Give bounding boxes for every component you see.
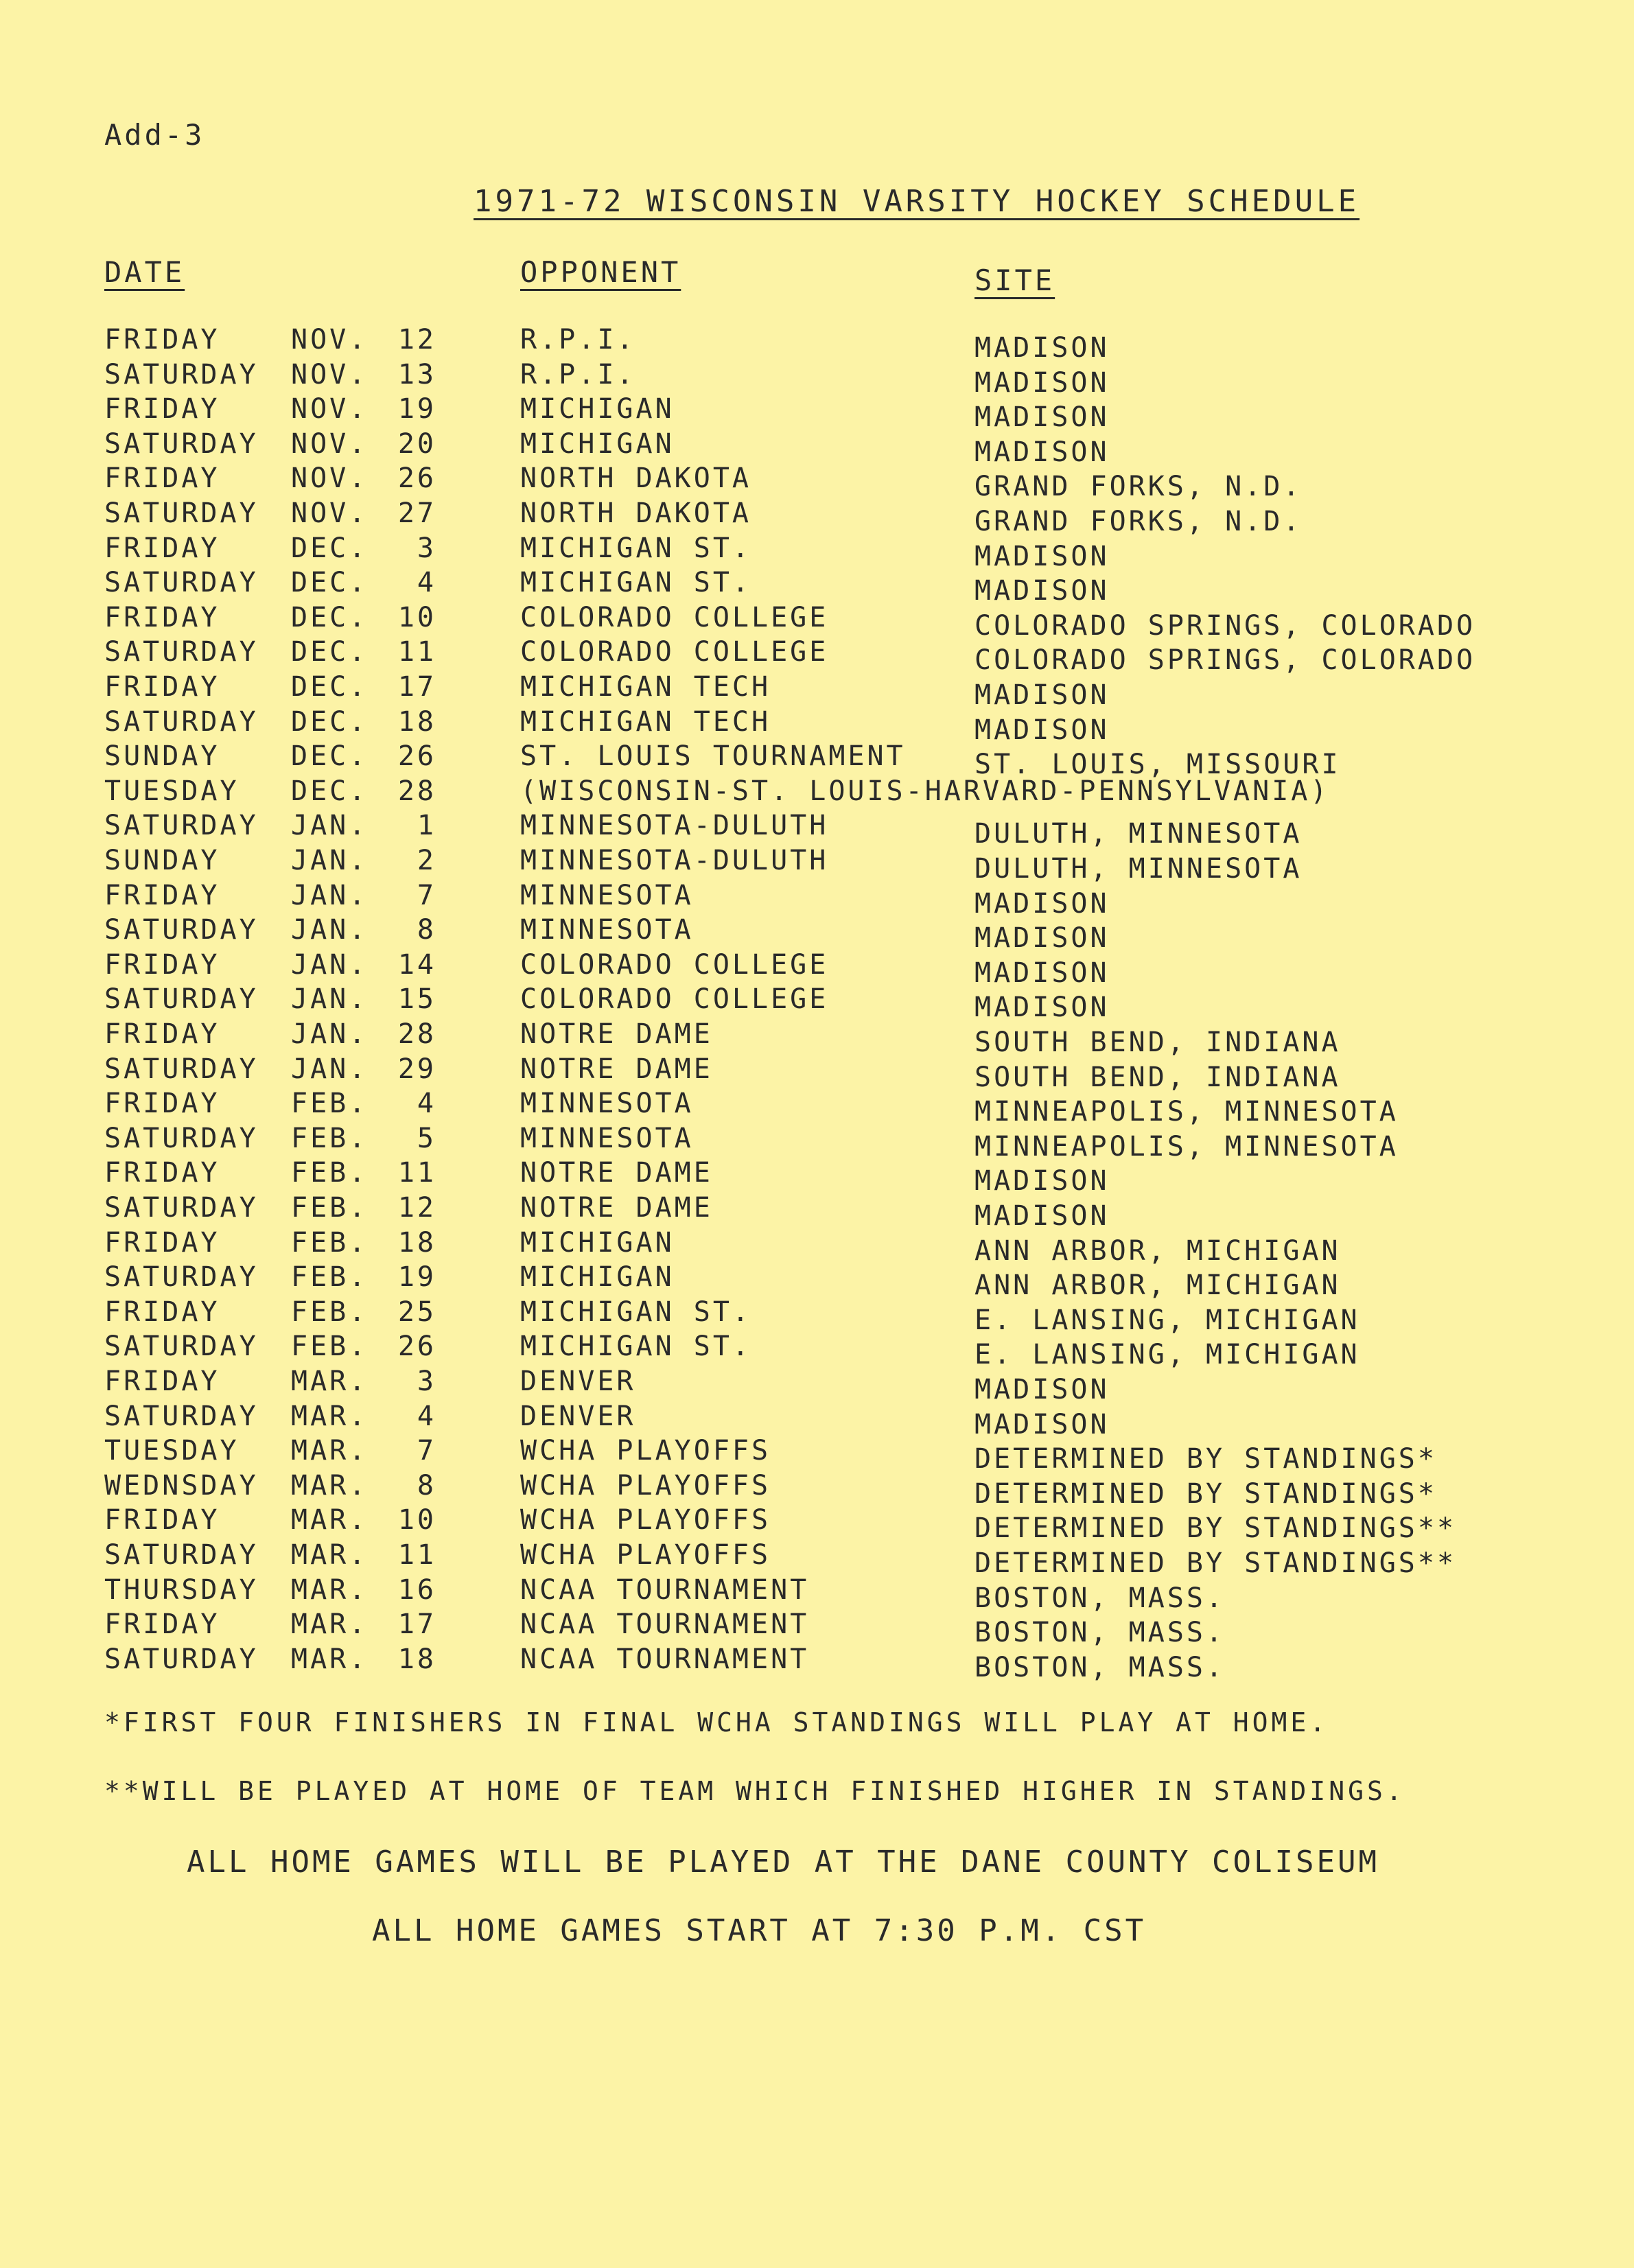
- table-row: [0, 1088, 1634, 1128]
- day-cell: SATURDAY: [104, 498, 259, 529]
- opponent-cell: COLORADO COLLEGE: [520, 636, 829, 668]
- opponent-cell: NCAA TOURNAMENT: [520, 1609, 810, 1641]
- site-cell: ANN ARBOR, MICHIGAN: [974, 1235, 1341, 1267]
- table-row: [0, 1018, 1634, 1058]
- opponent-cell: MICHIGAN: [520, 428, 675, 460]
- day-cell: FRIDAY: [104, 532, 220, 564]
- table-row: [0, 1157, 1634, 1197]
- month-cell: NOV.: [291, 498, 369, 529]
- column-header-site: SITE: [974, 264, 1055, 297]
- table-row: [0, 463, 1634, 503]
- month-cell: NOV.: [291, 324, 369, 355]
- month-cell: FEB.: [291, 1192, 369, 1224]
- day-cell: SATURDAY: [104, 428, 259, 460]
- opponent-cell: NOTRE DAME: [520, 1018, 713, 1050]
- site-cell: GRAND FORKS, N.D.: [974, 471, 1303, 503]
- site-cell: SOUTH BEND, INDIANA: [974, 1027, 1341, 1058]
- day-cell: SATURDAY: [104, 1053, 259, 1085]
- date-cell: 5: [417, 1122, 436, 1154]
- month-cell: DEC.: [291, 671, 369, 703]
- table-row: [0, 358, 1634, 399]
- day-cell: SUNDAY: [104, 845, 220, 876]
- opponent-cell: MICHIGAN: [520, 1261, 675, 1294]
- day-cell: FRIDAY: [104, 393, 220, 425]
- opponent-cell: MICHIGAN: [520, 1226, 675, 1259]
- table-row: [0, 948, 1634, 989]
- month-cell: JAN.: [291, 948, 369, 981]
- site-cell: MADISON: [974, 922, 1110, 955]
- opponent-cell: MICHIGAN ST.: [520, 532, 751, 564]
- table-row: [0, 567, 1634, 607]
- table-row: [0, 636, 1634, 677]
- table-row: [0, 428, 1634, 468]
- opponent-cell: NORTH DAKOTA: [520, 498, 751, 529]
- date-cell: 26: [397, 740, 436, 773]
- site-cell: MADISON: [974, 366, 1110, 399]
- month-cell: MAR.: [291, 1469, 369, 1501]
- site-cell: E. LANSING, MICHIGAN: [974, 1304, 1360, 1336]
- site-cell: E. LANSING, MICHIGAN: [974, 1339, 1360, 1371]
- day-cell: SATURDAY: [104, 705, 259, 738]
- date-cell: 17: [397, 671, 436, 703]
- day-cell: FRIDAY: [104, 324, 220, 355]
- day-cell: SATURDAY: [104, 810, 259, 842]
- table-row: [0, 1400, 1634, 1440]
- date-cell: 20: [397, 428, 436, 460]
- site-cell: MADISON: [974, 332, 1110, 364]
- date-cell: 7: [417, 1435, 436, 1467]
- date-cell: 19: [397, 393, 436, 425]
- page-title: [474, 184, 1359, 219]
- site-cell: DULUTH, MINNESOTA: [974, 853, 1303, 885]
- date-cell: 11: [397, 636, 436, 668]
- month-cell: DEC.: [291, 705, 369, 738]
- day-cell: FRIDAY: [104, 1504, 220, 1536]
- site-cell: MADISON: [974, 1374, 1110, 1405]
- site-cell: BOSTON, MASS.: [974, 1582, 1226, 1614]
- day-cell: FRIDAY: [104, 671, 220, 703]
- date-cell: 4: [417, 567, 436, 599]
- date-cell: 3: [417, 532, 436, 564]
- opponent-cell: MICHIGAN TECH: [520, 671, 771, 703]
- site-cell: DETERMINED BY STANDINGS*: [974, 1477, 1437, 1510]
- table-row: [0, 845, 1634, 885]
- day-cell: SATURDAY: [104, 1643, 259, 1675]
- site-cell: MADISON: [974, 957, 1110, 989]
- date-cell: 14: [397, 948, 436, 981]
- month-cell: FEB.: [291, 1261, 369, 1294]
- opponent-cell: MICHIGAN ST.: [520, 567, 751, 599]
- date-cell: 29: [397, 1053, 436, 1085]
- opponent-cell: MINNESOTA-DULUTH: [520, 810, 829, 842]
- day-cell: FRIDAY: [104, 1226, 220, 1259]
- month-cell: JAN.: [291, 1018, 369, 1050]
- opponent-cell: WCHA PLAYOFFS: [520, 1435, 771, 1467]
- site-cell: DETERMINED BY STANDINGS**: [974, 1512, 1457, 1545]
- site-cell: COLORADO SPRINGS, COLORADO: [974, 644, 1476, 677]
- month-cell: JAN.: [291, 1053, 369, 1085]
- opponent-cell: DENVER: [520, 1400, 636, 1432]
- opponent-cell: MICHIGAN ST.: [520, 1296, 751, 1328]
- day-cell: FRIDAY: [104, 1018, 220, 1050]
- opponent-cell: NCAA TOURNAMENT: [520, 1574, 810, 1606]
- date-cell: 10: [397, 1504, 436, 1536]
- date-cell: 7: [417, 879, 436, 911]
- site-cell: BOSTON, MASS.: [974, 1617, 1226, 1649]
- month-cell: NOV.: [291, 358, 369, 390]
- site-cell: MADISON: [974, 401, 1110, 434]
- day-cell: SATURDAY: [104, 1331, 259, 1363]
- site-cell: COLORADO SPRINGS, COLORADO: [974, 609, 1476, 642]
- table-row: [0, 532, 1634, 572]
- opponent-cell: NOTRE DAME: [520, 1192, 713, 1224]
- day-cell: FRIDAY: [104, 1366, 220, 1397]
- day-cell: FRIDAY: [104, 463, 220, 495]
- date-cell: 16: [397, 1574, 436, 1606]
- site-cell: SOUTH BEND, INDIANA: [974, 1061, 1341, 1093]
- date-cell: 13: [397, 358, 436, 390]
- month-cell: FEB.: [291, 1088, 369, 1120]
- month-cell: NOV.: [291, 463, 369, 495]
- site-cell: MINNEAPOLIS, MINNESOTA: [974, 1096, 1399, 1128]
- opponent-cell: WCHA PLAYOFFS: [520, 1504, 771, 1536]
- opponent-cell: NCAA TOURNAMENT: [520, 1643, 810, 1675]
- month-cell: MAR.: [291, 1539, 369, 1571]
- month-cell: MAR.: [291, 1574, 369, 1606]
- date-cell: 18: [397, 1643, 436, 1675]
- page-title-text: 1971-72 WISCONSIN VARSITY HOCKEY SCHEDULE: [474, 184, 1360, 219]
- opponent-cell: MICHIGAN: [520, 393, 675, 425]
- table-row: [0, 1366, 1634, 1405]
- column-header-opponent: OPPONENT: [520, 255, 681, 289]
- date-cell: 17: [397, 1609, 436, 1641]
- month-cell: MAR.: [291, 1643, 369, 1675]
- table-row: [0, 1643, 1634, 1683]
- date-cell: 8: [417, 1469, 436, 1501]
- day-cell: FRIDAY: [104, 1609, 220, 1641]
- day-cell: SUNDAY: [104, 740, 220, 773]
- date-cell: 19: [397, 1261, 436, 1294]
- opponent-cell: MICHIGAN TECH: [520, 705, 771, 738]
- month-cell: DEC.: [291, 636, 369, 668]
- opponent-cell: DENVER: [520, 1366, 636, 1397]
- site-cell: MADISON: [974, 992, 1110, 1024]
- table-row: [0, 1609, 1634, 1649]
- month-cell: MAR.: [291, 1435, 369, 1467]
- opponent-cell: MINNESOTA: [520, 914, 694, 946]
- opponent-cell: R.P.I.: [520, 324, 636, 355]
- opponent-cell: WCHA PLAYOFFS: [520, 1539, 771, 1571]
- footnote-single-asterisk: *FIRST FOUR FINISHERS IN FINAL WCHA STANDINGS WILL PLAY AT HOME.: [104, 1707, 1329, 1738]
- day-cell: SATURDAY: [104, 983, 259, 1016]
- date-cell: 11: [397, 1157, 436, 1189]
- opponent-cell: COLORADO COLLEGE: [520, 983, 829, 1016]
- date-cell: 2: [417, 845, 436, 876]
- month-cell: DEC.: [291, 601, 369, 633]
- month-cell: NOV.: [291, 428, 369, 460]
- date-cell: 12: [397, 1192, 436, 1224]
- home-games-venue-note: ALL HOME GAMES WILL BE PLAYED AT THE DANE COUNTY COLISEUM: [187, 1845, 1379, 1880]
- table-row: [0, 879, 1634, 920]
- month-cell: DEC.: [291, 567, 369, 599]
- day-cell: SATURDAY: [104, 914, 259, 946]
- month-cell: JAN.: [291, 983, 369, 1016]
- opponent-cell: R.P.I.: [520, 358, 636, 390]
- month-cell: FEB.: [291, 1331, 369, 1363]
- opponent-cell: MICHIGAN ST.: [520, 1331, 751, 1363]
- table-row: [0, 1574, 1634, 1614]
- table-row: [0, 983, 1634, 1024]
- table-row: [0, 1435, 1634, 1475]
- site-cell: MADISON: [974, 887, 1110, 920]
- day-cell: SATURDAY: [104, 567, 259, 599]
- table-row: [0, 601, 1634, 642]
- month-cell: FEB.: [291, 1122, 369, 1154]
- date-cell: 26: [397, 463, 436, 495]
- site-cell: MINNEAPOLIS, MINNESOTA: [974, 1130, 1399, 1162]
- day-cell: SATURDAY: [104, 636, 259, 668]
- table-row: [0, 775, 1634, 810]
- site-cell: ANN ARBOR, MICHIGAN: [974, 1270, 1341, 1302]
- month-cell: JAN.: [291, 845, 369, 876]
- month-cell: JAN.: [291, 810, 369, 842]
- site-cell: MADISON: [974, 1200, 1110, 1232]
- opponent-cell: WCHA PLAYOFFS: [520, 1469, 771, 1501]
- day-cell: SATURDAY: [104, 1122, 259, 1154]
- table-row: [0, 324, 1634, 364]
- table-row: [0, 810, 1634, 850]
- opponent-cell: COLORADO COLLEGE: [520, 601, 829, 633]
- home-games-time-note: ALL HOME GAMES START AT 7:30 P.M. CST: [372, 1913, 1147, 1948]
- day-cell: FRIDAY: [104, 601, 220, 633]
- site-cell: DULUTH, MINNESOTA: [974, 818, 1303, 850]
- date-cell: 26: [397, 1331, 436, 1363]
- site-cell: MADISON: [974, 575, 1110, 607]
- month-cell: FEB.: [291, 1226, 369, 1259]
- site-cell: MADISON: [974, 679, 1110, 711]
- month-cell: FEB.: [291, 1157, 369, 1189]
- site-cell: GRAND FORKS, N.D.: [974, 506, 1303, 537]
- table-row: [0, 1226, 1634, 1267]
- date-cell: 18: [397, 705, 436, 738]
- day-cell: TUESDAY: [104, 1435, 240, 1467]
- table-row: [0, 1192, 1634, 1232]
- opponent-cell: NOTRE DAME: [520, 1053, 713, 1085]
- date-cell: 10: [397, 601, 436, 633]
- month-cell: JAN.: [291, 879, 369, 911]
- table-row: [0, 671, 1634, 711]
- month-cell: DEC.: [291, 740, 369, 773]
- opponent-cell: (WISCONSIN-ST. LOUIS-HARVARD-PENNSYLVANIA): [520, 775, 1330, 807]
- opponent-cell: ST. LOUIS TOURNAMENT: [520, 740, 906, 773]
- date-cell: 27: [397, 498, 436, 529]
- table-row: [0, 1296, 1634, 1336]
- footnote-double-asterisk: **WILL BE PLAYED AT HOME OF TEAM WHICH FINISHED HIGHER IN STANDINGS.: [104, 1776, 1405, 1806]
- month-cell: JAN.: [291, 914, 369, 946]
- day-cell: SATURDAY: [104, 358, 259, 390]
- day-cell: FRIDAY: [104, 879, 220, 911]
- date-cell: 28: [397, 775, 436, 807]
- date-cell: 4: [417, 1400, 436, 1432]
- month-cell: NOV.: [291, 393, 369, 425]
- day-cell: FRIDAY: [104, 1088, 220, 1120]
- site-cell: MADISON: [974, 436, 1110, 468]
- date-cell: 8: [417, 914, 436, 946]
- month-cell: MAR.: [291, 1609, 369, 1641]
- table-row: [0, 393, 1634, 434]
- date-cell: 15: [397, 983, 436, 1016]
- table-row: [0, 1331, 1634, 1371]
- date-cell: 3: [417, 1366, 436, 1397]
- month-cell: MAR.: [291, 1504, 369, 1536]
- opponent-cell: MINNESOTA: [520, 879, 694, 911]
- date-cell: 11: [397, 1539, 436, 1571]
- opponent-cell: COLORADO COLLEGE: [520, 948, 829, 981]
- opponent-cell: MINNESOTA-DULUTH: [520, 845, 829, 876]
- date-cell: 12: [397, 324, 436, 355]
- opponent-cell: MINNESOTA: [520, 1122, 694, 1154]
- day-cell: SATURDAY: [104, 1539, 259, 1571]
- day-cell: THURSDAY: [104, 1574, 259, 1606]
- table-row: [0, 498, 1634, 537]
- column-header-date: DATE: [104, 255, 185, 289]
- site-cell: MADISON: [974, 1165, 1110, 1197]
- day-cell: SATURDAY: [104, 1192, 259, 1224]
- table-row: [0, 1504, 1634, 1545]
- table-row: [0, 1053, 1634, 1093]
- opponent-cell: NOTRE DAME: [520, 1157, 713, 1189]
- site-cell: BOSTON, MASS.: [974, 1651, 1226, 1683]
- table-row: [0, 914, 1634, 955]
- site-cell: MADISON: [974, 1408, 1110, 1440]
- day-cell: SATURDAY: [104, 1261, 259, 1294]
- date-cell: 1: [417, 810, 436, 842]
- day-cell: FRIDAY: [104, 1157, 220, 1189]
- site-cell: DETERMINED BY STANDINGS**: [974, 1547, 1457, 1579]
- table-row: [0, 1261, 1634, 1302]
- month-cell: MAR.: [291, 1400, 369, 1432]
- table-row: [0, 1469, 1634, 1510]
- month-cell: DEC.: [291, 775, 369, 807]
- page-identifier: Add-3: [104, 118, 205, 152]
- site-cell: MADISON: [974, 540, 1110, 572]
- month-cell: DEC.: [291, 532, 369, 564]
- day-cell: SATURDAY: [104, 1400, 259, 1432]
- table-row: [0, 705, 1634, 746]
- day-cell: WEDNSDAY: [104, 1469, 259, 1501]
- date-cell: 28: [397, 1018, 436, 1050]
- table-row: [0, 1122, 1634, 1162]
- site-cell: ST. LOUIS, MISSOURI: [974, 749, 1341, 781]
- day-cell: FRIDAY: [104, 948, 220, 981]
- site-cell: MADISON: [974, 714, 1110, 746]
- month-cell: FEB.: [291, 1296, 369, 1328]
- opponent-cell: NORTH DAKOTA: [520, 463, 751, 495]
- site-cell: DETERMINED BY STANDINGS*: [974, 1443, 1437, 1475]
- date-cell: 4: [417, 1088, 436, 1120]
- opponent-cell: MINNESOTA: [520, 1088, 694, 1120]
- table-row: [0, 740, 1634, 781]
- month-cell: MAR.: [291, 1366, 369, 1397]
- day-cell: TUESDAY: [104, 775, 240, 807]
- table-row: [0, 1539, 1634, 1579]
- date-cell: 18: [397, 1226, 436, 1259]
- date-cell: 25: [397, 1296, 436, 1328]
- day-cell: FRIDAY: [104, 1296, 220, 1328]
